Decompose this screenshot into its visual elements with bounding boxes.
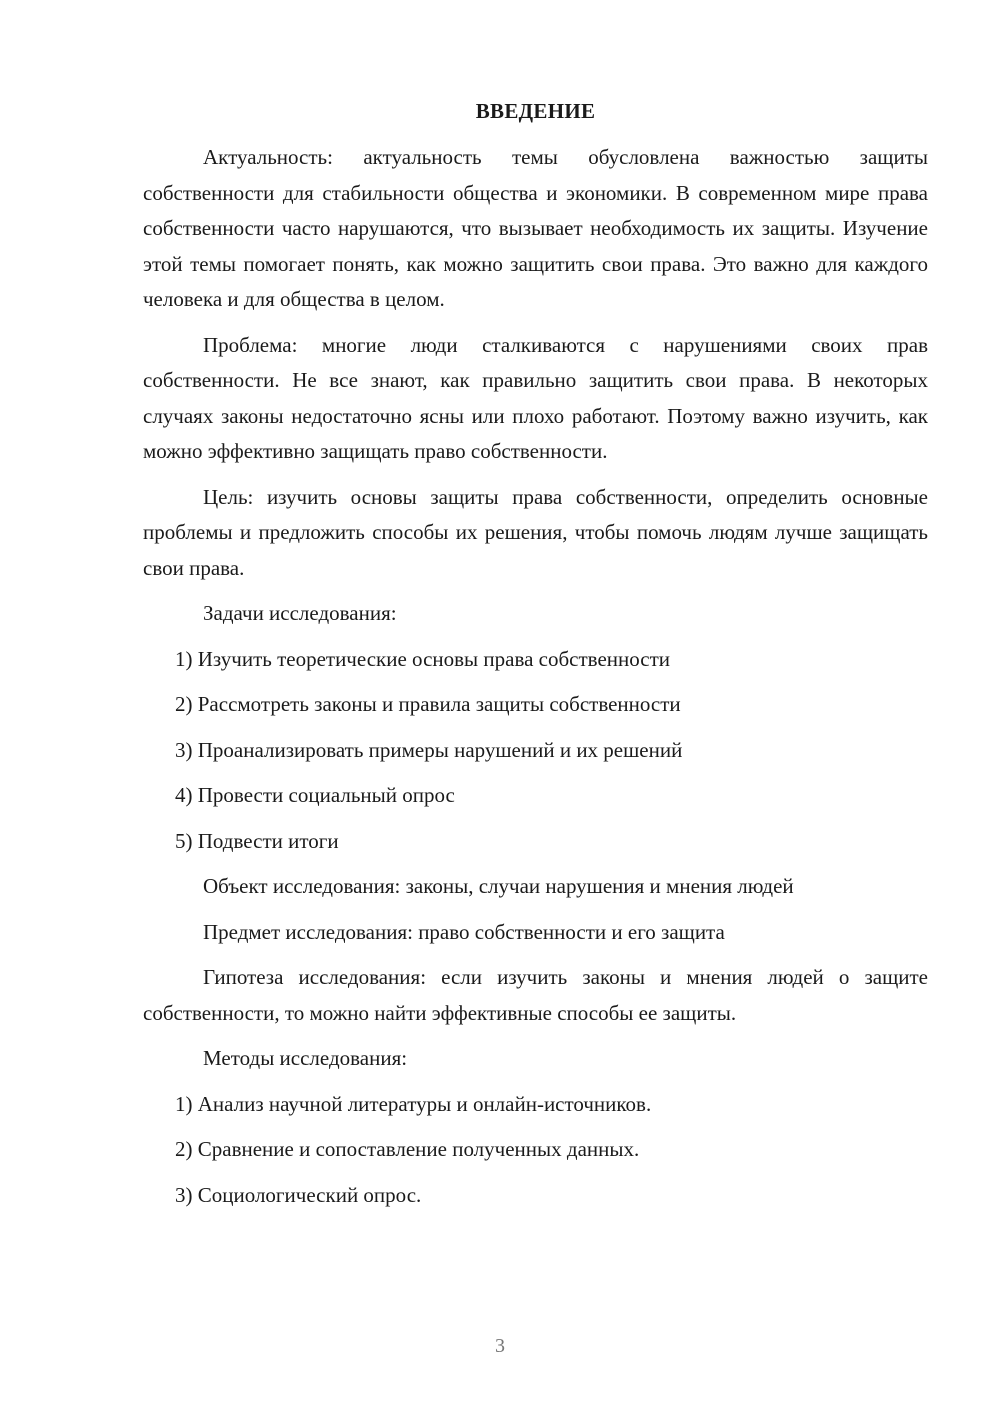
methods-list: [143, 1087, 928, 1214]
research-subject: Предмет исследования: право собственности и его защита: [203, 919, 725, 944]
hypothesis-paragraph: Гипотеза исследования: если изучить законы и мнения людей о защите собственности, то можно найти эффективные способы ее защиты.: [143, 965, 928, 1025]
problem-paragraph: Проблема: многие люди сталкиваются с нарушениями своих прав собственности. Не все знают, как правильно защитить свои права. В некоторых случаях законы недостаточно ясны или плохо работают. Поэтому важно изучить, как можно эффективно защищать право собственности.: [143, 332, 928, 463]
task-item: 1) Изучить теоретические основы права собственности: [175, 646, 671, 671]
page-number: 3: [495, 1335, 505, 1357]
document-page: [143, 96, 928, 1223]
methods-heading: Методы исследования:: [203, 1046, 408, 1070]
goal-paragraph: Цель: изучить основы защиты права собственности, определить основные проблемы и предложить способы их решения, чтобы помочь людям лучше защищать свои права.: [143, 484, 928, 580]
task-item: 4) Провести социальный опрос: [175, 783, 455, 807]
task-item: 5) Подвести итоги: [175, 828, 339, 853]
research-object: Объект исследования: законы, случаи нарушения и мнения людей: [203, 874, 794, 898]
task-item: 2) Рассмотреть законы и правила защиты собственности: [175, 692, 681, 716]
tasks-heading: Задачи исследования:: [203, 601, 397, 625]
method-item: 2) Сравнение и сопоставление полученных данных.: [175, 1137, 640, 1161]
task-item: 3) Проанализировать примеры нарушений и их решений: [175, 737, 683, 762]
method-item: 3) Социологический опрос.: [175, 1182, 422, 1207]
method-item: 1) Анализ научной литературы и онлайн-источников.: [175, 1091, 652, 1116]
relevance-paragraph: Актуальность: актуальность темы обусловлена важностью защиты собственности для стабильности общества и экономики. В современном мире права собственности часто нарушаются, что вызывает необходимость их защиты. Изучение этой темы помогает понять, как можно защитить свои права. Это важно для каждого человека и для общества в целом.: [143, 145, 928, 311]
section-title: ВВЕДЕНИЕ: [475, 99, 596, 123]
tasks-list: [143, 642, 928, 860]
